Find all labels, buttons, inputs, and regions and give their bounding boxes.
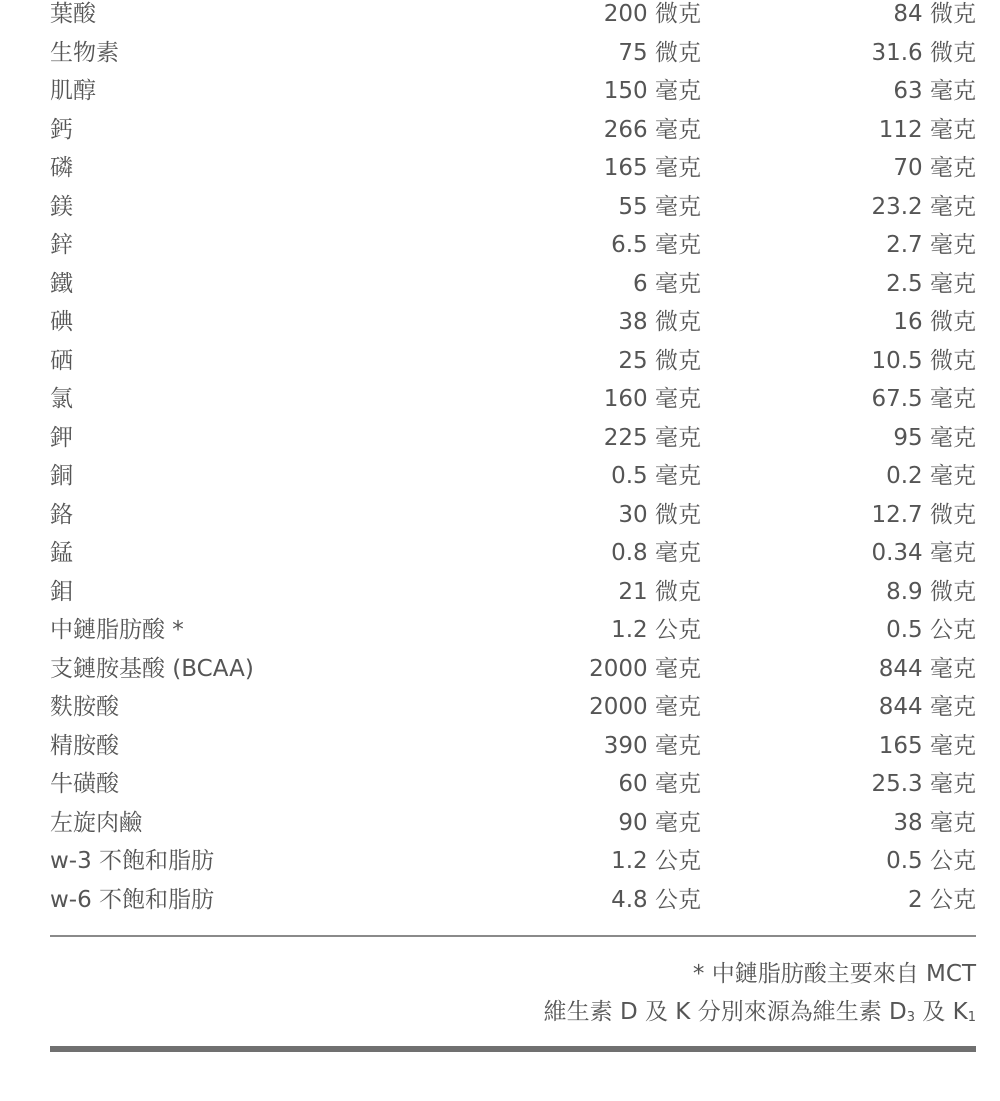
amount-per-serving: 0.8 毫克 bbox=[611, 540, 701, 566]
nutrient-name: 鋅 bbox=[50, 232, 73, 258]
subscript-3: 3 bbox=[906, 1010, 915, 1025]
amount-per-serving: 25 微克 bbox=[618, 347, 701, 374]
amount-per-100: 112 毫克 bbox=[878, 116, 976, 143]
amount-per-serving: 75 微克 bbox=[618, 39, 701, 66]
table-row bbox=[50, 534, 976, 573]
amount-per-100: 0.2 毫克 bbox=[886, 463, 976, 489]
nutrient-name: 生物素 bbox=[50, 39, 119, 66]
amount-per-serving: 4.8 公克 bbox=[611, 886, 701, 913]
amount-per-100: 67.5 毫克 bbox=[871, 386, 976, 412]
amount-per-serving: 90 毫克 bbox=[618, 809, 701, 836]
table-row bbox=[50, 573, 976, 612]
amount-per-100: 95 毫克 bbox=[893, 424, 976, 451]
table-row bbox=[50, 34, 976, 73]
nutrient-name: 鐵 bbox=[50, 270, 73, 297]
table-row bbox=[50, 303, 976, 342]
amount-per-100: 0.34 毫克 bbox=[871, 540, 976, 566]
amount-per-serving: 200 微克 bbox=[603, 1, 701, 27]
nutrient-name: w-3 不飽和脂肪 bbox=[50, 848, 215, 874]
table-row bbox=[50, 342, 976, 381]
table-row bbox=[50, 765, 976, 804]
table-row bbox=[50, 496, 976, 535]
nutrient-name: 左旋肉鹼 bbox=[50, 809, 142, 836]
table-row bbox=[50, 265, 976, 304]
nutrient-name: 鈣 bbox=[50, 116, 73, 143]
amount-per-serving: 30 微克 bbox=[618, 501, 701, 528]
table-row bbox=[50, 149, 976, 188]
nutrient-name: 鉻 bbox=[50, 501, 73, 528]
table-row bbox=[50, 226, 976, 265]
table-row bbox=[50, 727, 976, 766]
nutrient-name: 氯 bbox=[50, 386, 73, 412]
table-row bbox=[50, 688, 976, 727]
subscript-1: 1 bbox=[967, 1010, 976, 1025]
amount-per-100: 10.5 微克 bbox=[871, 347, 976, 374]
amount-per-serving: 55 毫克 bbox=[618, 193, 701, 220]
nutrient-name: w-6 不飽和脂肪 bbox=[50, 886, 215, 913]
amount-per-100: 23.2 毫克 bbox=[871, 193, 976, 220]
amount-per-100: 38 毫克 bbox=[893, 809, 976, 836]
amount-per-100: 63 毫克 bbox=[893, 78, 976, 104]
amount-per-serving: 60 毫克 bbox=[618, 771, 701, 797]
amount-per-100: 8.9 微克 bbox=[886, 578, 976, 605]
amount-per-100: 2.5 毫克 bbox=[886, 270, 976, 297]
amount-per-serving: 2000 毫克 bbox=[589, 655, 701, 682]
table-row bbox=[50, 881, 976, 920]
amount-per-100: 844 毫克 bbox=[878, 694, 976, 720]
nutrient-name: 錳 bbox=[50, 540, 73, 566]
amount-per-serving: 390 毫克 bbox=[603, 732, 701, 759]
amount-per-100: 70 毫克 bbox=[893, 155, 976, 181]
amount-per-100: 0.5 公克 bbox=[886, 617, 976, 643]
table-row bbox=[50, 380, 976, 419]
amount-per-100: 12.7 微克 bbox=[871, 501, 976, 528]
table-row bbox=[50, 188, 976, 227]
footnote-vitamin-text: 維生素 D 及 K 分別來源為維生素 D bbox=[543, 999, 907, 1025]
footnote-mct: * 中鏈脂肪酸主要來自 MCT bbox=[692, 961, 976, 987]
amount-per-serving: 150 毫克 bbox=[603, 78, 701, 104]
table-row bbox=[50, 457, 976, 496]
amount-per-serving: 21 微克 bbox=[618, 578, 701, 605]
nutrient-name: 銅 bbox=[50, 463, 73, 489]
amount-per-serving: 2000 毫克 bbox=[589, 694, 701, 720]
nutrient-name: 硒 bbox=[50, 347, 73, 374]
nutrient-name: 葉酸 bbox=[50, 1, 96, 27]
amount-per-serving: 266 毫克 bbox=[603, 116, 701, 143]
nutrient-name: 精胺酸 bbox=[50, 732, 119, 759]
footnotes bbox=[544, 955, 976, 1037]
nutrient-name: 磷 bbox=[50, 155, 73, 181]
table-row bbox=[50, 0, 976, 34]
nutrient-name: 鉀 bbox=[50, 424, 73, 451]
nutrient-name: 中鏈脂肪酸 * bbox=[50, 617, 184, 643]
amount-per-serving: 1.2 公克 bbox=[611, 617, 701, 643]
amount-per-100: 84 微克 bbox=[893, 1, 976, 27]
amount-per-serving: 6.5 毫克 bbox=[611, 232, 701, 258]
amount-per-serving: 160 毫克 bbox=[603, 386, 701, 412]
nutrient-name: 鎂 bbox=[50, 193, 73, 220]
amount-per-100: 31.6 微克 bbox=[871, 39, 976, 66]
nutrient-name: 碘 bbox=[50, 309, 73, 335]
nutrient-name: 鉬 bbox=[50, 578, 73, 605]
amount-per-100: 844 毫克 bbox=[878, 655, 976, 682]
table-divider bbox=[50, 935, 976, 937]
footnote-vitamin-text-2: 及 K bbox=[915, 999, 968, 1025]
amount-per-serving: 225 毫克 bbox=[603, 424, 701, 451]
nutrient-name: 肌醇 bbox=[50, 78, 96, 104]
nutrient-name: 牛磺酸 bbox=[50, 771, 119, 797]
nutrient-name: 麩胺酸 bbox=[50, 694, 119, 720]
table-row bbox=[50, 842, 976, 881]
amount-per-serving: 0.5 毫克 bbox=[611, 463, 701, 489]
amount-per-serving: 165 毫克 bbox=[603, 155, 701, 181]
amount-per-serving: 38 微克 bbox=[618, 309, 701, 335]
table-row bbox=[50, 111, 976, 150]
amount-per-100: 2 公克 bbox=[908, 886, 976, 913]
amount-per-100: 0.5 公克 bbox=[886, 848, 976, 874]
amount-per-serving: 1.2 公克 bbox=[611, 848, 701, 874]
amount-per-serving: 6 毫克 bbox=[633, 270, 701, 297]
table-row bbox=[50, 72, 976, 111]
amount-per-100: 25.3 毫克 bbox=[871, 771, 976, 797]
table-row bbox=[50, 419, 976, 458]
amount-per-100: 2.7 毫克 bbox=[886, 232, 976, 258]
nutrition-table bbox=[50, 0, 976, 919]
amount-per-100: 16 微克 bbox=[893, 309, 976, 335]
footnote-vitamin-sources bbox=[544, 993, 976, 1037]
bottom-border bbox=[50, 1046, 976, 1052]
table-row bbox=[50, 611, 976, 650]
nutrient-name: 支鏈胺基酸 (BCAA) bbox=[50, 655, 254, 682]
table-row bbox=[50, 650, 976, 689]
table-row bbox=[50, 804, 976, 843]
amount-per-100: 165 毫克 bbox=[878, 732, 976, 759]
